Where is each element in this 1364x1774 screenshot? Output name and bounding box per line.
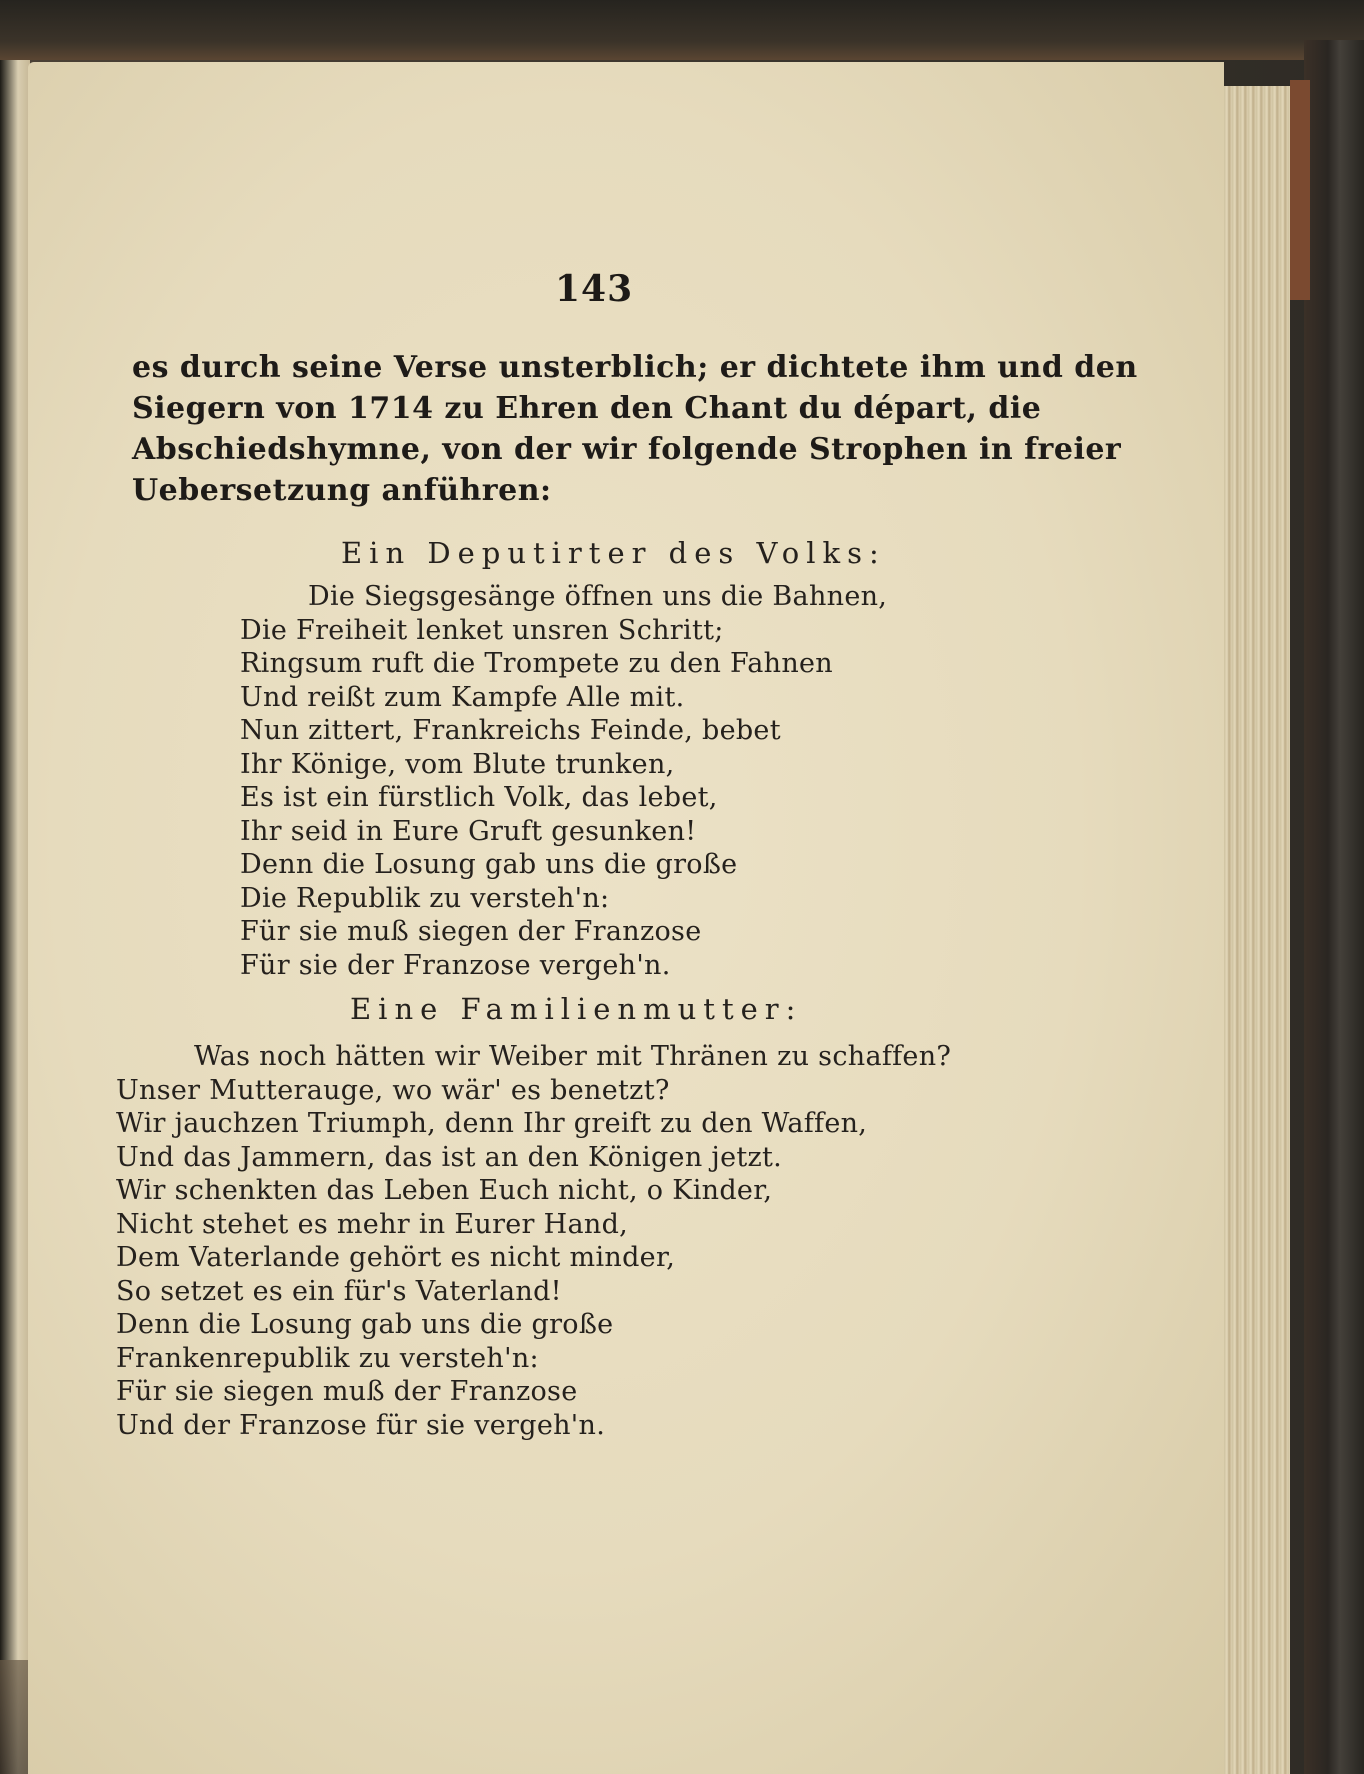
verse-deputy [240, 580, 887, 982]
verse-line: Nun zittert, Frankreichs Feinde, bebet [240, 715, 781, 746]
prose-line: Siegern von 1714 zu Ehren den Chant du départ, die [132, 391, 1042, 426]
section-heading-deputy: Ein Deputirter des Volks: [341, 536, 886, 570]
verse-line: Denn die Losung gab uns die große [240, 849, 738, 880]
verse-line: Die Republik zu versteh'n: [240, 882, 610, 914]
verse-line: So setzet es ein für's Vaterland! [116, 1275, 562, 1307]
page-number: 143 [555, 268, 634, 310]
verse-line: Unser Mutterauge, wo wär' es benetzt? [116, 1074, 670, 1106]
verse-line: Für sie der Franzose vergeh'n. [240, 949, 671, 981]
book-cover-right [1304, 40, 1364, 1774]
verse-line: Und das Jammern, das ist an den Königen jetzt. [116, 1141, 783, 1173]
section-heading-mother: Eine Familienmutter: [350, 992, 803, 1026]
verse-line: Was noch hätten wir Weiber mit Thränen zu schaffen? [194, 1041, 952, 1072]
prose-line: es durch seine Verse unsterblich; er dichtete ihm und den [132, 350, 1138, 385]
verse-line: Ihr seid in Eure Gruft gesunken! [240, 815, 697, 847]
verse-line: Frankenrepublik zu versteh'n: [116, 1342, 539, 1374]
verse-line: Denn die Losung gab uns die große [116, 1309, 614, 1340]
verse-line: Für sie muß siegen der Franzose [240, 916, 702, 947]
verse-line: Ihr Könige, vom Blute trunken, [240, 748, 675, 780]
verse-line: Und der Franzose für sie vergeh'n. [116, 1409, 606, 1441]
prose-paragraph [132, 347, 1138, 511]
facing-page-edge [0, 60, 30, 1774]
prose-line: Abschiedshymne, von der wir folgende Strophen in freier [132, 432, 1122, 467]
verse-line: Für sie siegen muß der Franzose [116, 1376, 578, 1407]
verse-line: Wir schenkten das Leben Euch nicht, o Kinder, [116, 1175, 773, 1206]
prose-line: Uebersetzung anführen: [132, 473, 552, 508]
verse-line: Dem Vaterlande gehört es nicht minder, [116, 1242, 676, 1273]
verse-line: Ringsum ruft die Trompete zu den Fahnen [240, 648, 833, 679]
page-stack-edges [1224, 86, 1290, 1774]
verse-line: Wir jauchzen Triumph, denn Ihr greift zu den Waffen, [116, 1108, 868, 1139]
verse-line: Die Siegsgesänge öffnen uns die Bahnen, [308, 581, 888, 612]
verse-line: Es ist ein fürstlich Volk, das lebet, [240, 782, 718, 813]
verse-line: Nicht stehet es mehr in Eurer Hand, [116, 1208, 629, 1240]
verse-mother [116, 1040, 951, 1442]
verse-line: Und reißt zum Kampfe Alle mit. [240, 681, 685, 713]
leather-binding-strip [1290, 80, 1310, 300]
book-cover-top [0, 0, 1364, 60]
verse-line: Die Freiheit lenket unsren Schritt; [240, 614, 724, 646]
